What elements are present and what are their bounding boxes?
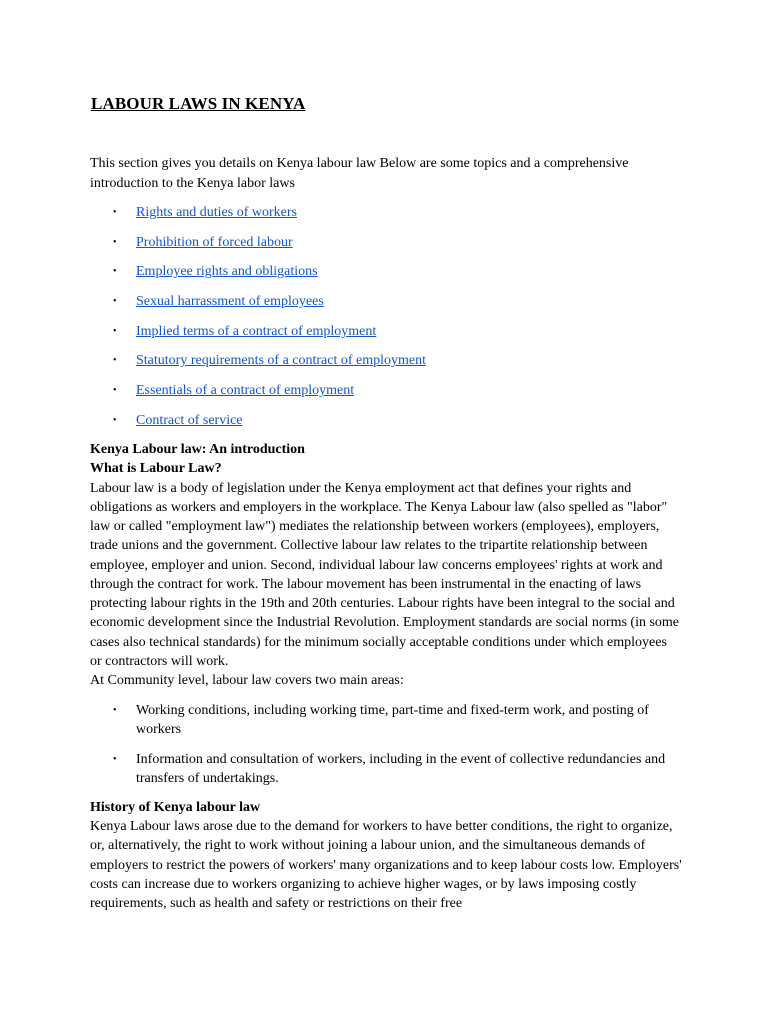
introduction-section	[90, 440, 682, 690]
bullet-icon: •	[113, 207, 117, 218]
topic-link-contract-of-service[interactable]: Contract of service	[136, 412, 243, 428]
list-item	[90, 701, 690, 740]
list-item	[90, 203, 426, 233]
bullet-icon: •	[113, 236, 117, 248]
list-item	[90, 381, 426, 411]
list-item	[90, 262, 426, 292]
bullet-icon: •	[113, 753, 117, 765]
history-paragraph: Kenya Labour laws arose due to the demand for workers to have better conditions, the right to organize, or, alternatively, the right to work without joining a labour union, and the simultaneous demands of employers to restrict the powers of workers' many organizations and to keep labour costs low. Employers' costs can increase due to workers organizing to achieve higher wages, or by laws imposing costly requirements, such as health and safety or restrictions on their free	[90, 819, 682, 912]
area-text: Information and consultation of workers, including in the event of collective redundancies and transfers of undertakings.	[136, 751, 666, 786]
topic-link-rights-duties[interactable]: Rights and duties of workers	[136, 205, 297, 220]
topics-list	[90, 203, 426, 441]
intro-paragraph: This section gives you details on Kenya labour law Below are some topics and a comprehensive introduction to the Kenya labor laws	[90, 156, 629, 191]
area-text: Working conditions, including working time, part-time and fixed-term work, and posting of workers	[136, 703, 649, 738]
community-level-text: At Community level, labour law covers two main areas:	[90, 673, 404, 688]
bullet-icon: •	[113, 266, 117, 278]
areas-list	[90, 701, 690, 798]
bullet-icon: •	[113, 325, 117, 337]
topic-link-sexual-harrassment[interactable]: Sexual harrassment of employees	[136, 294, 324, 310]
section-heading-what-is-labour-law: What is Labour Law?	[90, 461, 222, 477]
list-item	[90, 322, 426, 352]
page-title: LABOUR LAWS IN KENYA	[91, 94, 306, 113]
bullet-icon: •	[113, 705, 117, 716]
list-item	[90, 292, 426, 322]
list-item	[90, 351, 426, 381]
labour-law-paragraph: Labour law is a body of legislation under the Kenya employment act that defines your rights and obligations as workers and employers in the workplace. The Kenya Labour law (also spelled as "labor" law or called "employment law") mediates the relationship between workers (employees), employers, trade unions and the government. Collective labour law relates to the tripartite relationship between employee, employer and union. Second, individual labour law concerns employees' rights at work and through the contract for work. The labour movement has been instrumental in the enacting of laws protecting labour rights in the 19th and 20th centuries. Labour rights have been integral to the social and economic development since the Industrial Revolution. Employment standards are social norms (in some cases also technical standards) for the minimum socially acceptable conditions under which employees or contractors will work.	[90, 480, 680, 669]
bullet-icon: •	[113, 414, 117, 426]
history-section	[90, 798, 682, 913]
list-item	[90, 233, 426, 263]
bullet-icon: •	[113, 385, 117, 397]
bullet-icon: •	[113, 296, 117, 308]
topic-link-implied-terms[interactable]: Implied terms of a contract of employment	[136, 323, 377, 339]
list-item	[90, 750, 690, 789]
list-item	[90, 411, 426, 441]
topic-link-employee-rights[interactable]: Employee rights and obligations	[136, 264, 318, 280]
section-heading-introduction: Kenya Labour law: An introduction	[90, 442, 305, 457]
topic-link-essentials[interactable]: Essentials of a contract of employment	[136, 383, 355, 399]
topic-link-statutory-requirements[interactable]: Statutory requirements of a contract of employment	[136, 353, 427, 369]
section-heading-history: History of Kenya labour law	[90, 800, 261, 815]
topic-link-forced-labour[interactable]: Prohibition of forced labour	[136, 234, 293, 250]
bullet-icon: •	[113, 355, 117, 367]
